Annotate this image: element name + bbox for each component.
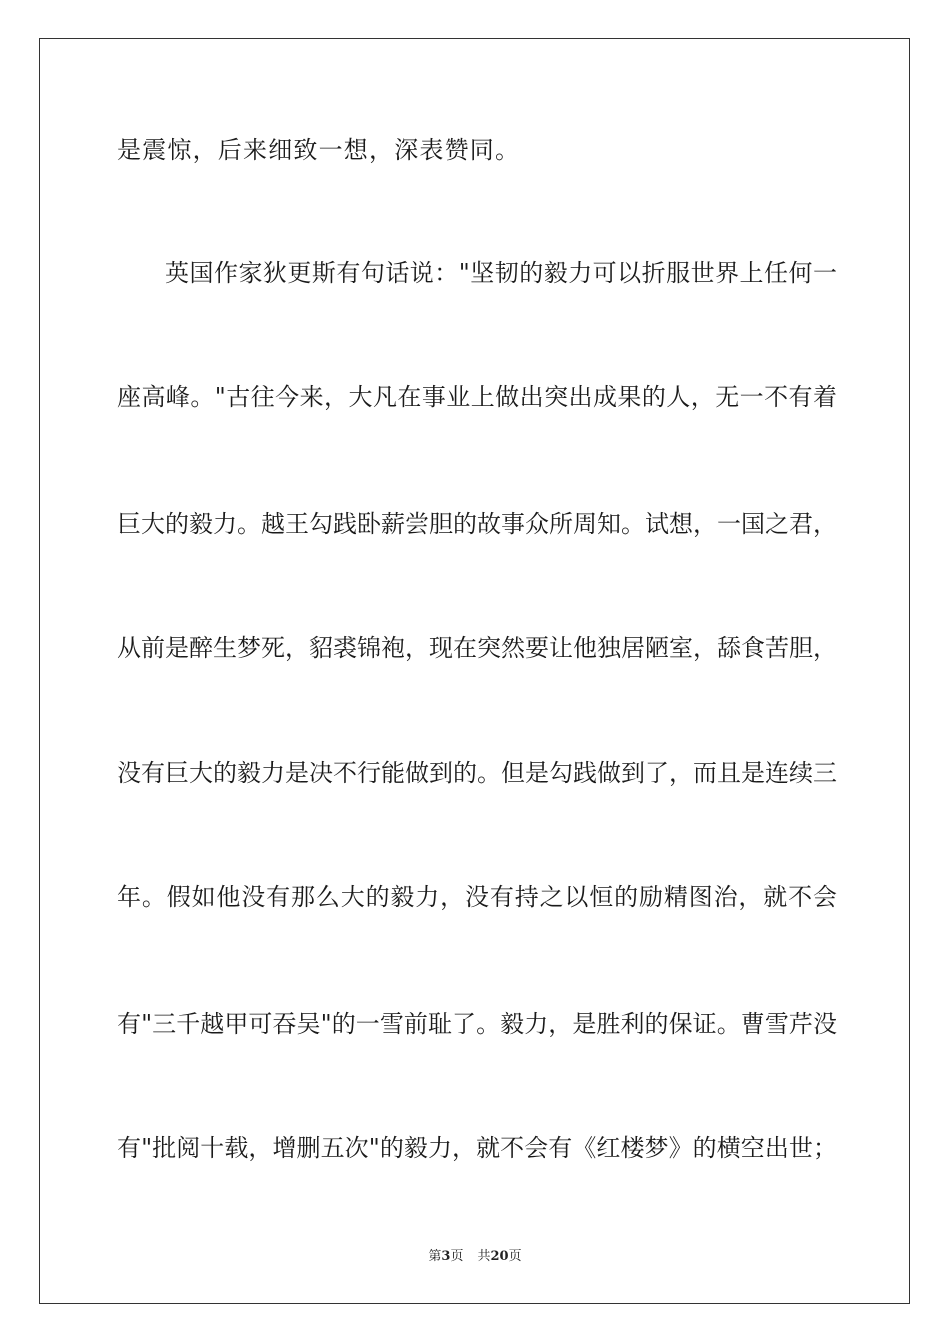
text-line-4: 巨大的毅力。越王勾践卧薪尝胆的故事众所周知。试想，一国之君， (117, 510, 837, 538)
text-line-5: 从前是醉生梦死，貂裘锦袍，现在突然要让他独居陋室，舔食苦胆， (117, 634, 837, 662)
text-line-2: 英国作家狄更斯有句话说："坚韧的毅力可以折服世界上任何一 (165, 259, 837, 287)
text-line-3: 座高峰。"古往今来，大凡在事业上做出突出成果的人，无一不有着 (117, 383, 837, 411)
page-footer (0, 1248, 950, 1266)
text-line-1: 是震惊，后来细致一想，深表赞同。 (117, 136, 521, 164)
page-border (39, 38, 910, 1304)
text-line-7: 年。假如他没有那么大的毅力，没有持之以恒的励精图治，就不会 (117, 883, 837, 911)
text-line-8: 有"三千越甲可吞吴"的一雪前耻了。毅力，是胜利的保证。曹雪芹没 (117, 1010, 837, 1038)
footer-total-prefix: 共 (477, 1249, 491, 1264)
text-line-9: 有"批阅十载，增删五次"的毅力，就不会有《红楼梦》的横空出世； (117, 1134, 837, 1162)
footer-total-suffix: 页 (508, 1249, 522, 1264)
footer-page-suffix: 页 (450, 1249, 464, 1264)
text-line-6: 没有巨大的毅力是决不行能做到的。但是勾践做到了，而且是连续三 (117, 759, 837, 787)
footer-page-number: 3 (441, 1249, 451, 1264)
footer-total-number: 20 (490, 1249, 509, 1264)
footer-page-prefix: 第 (428, 1249, 442, 1264)
